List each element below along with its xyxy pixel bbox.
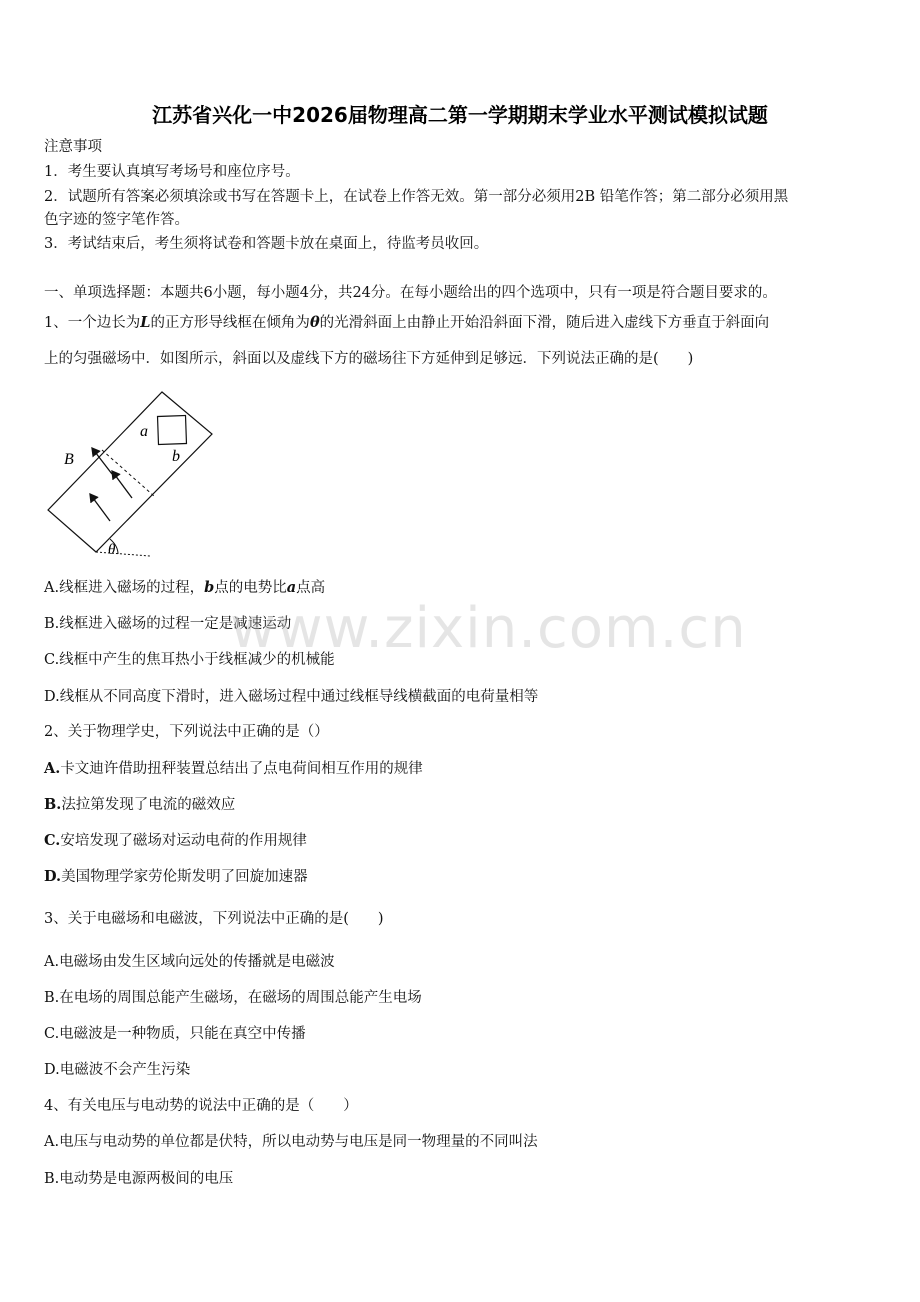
q1-option-a-text: 点高 — [296, 580, 326, 596]
field-arrow — [112, 471, 132, 498]
notice-item-3: 3．考试结束后，考生须将试卷和答题卡放在桌面上，待监考员收回。 — [44, 236, 489, 252]
option-letter: A. — [44, 760, 61, 777]
q3-option-d: D.电磁波不会产生污染 — [44, 1062, 191, 1078]
q3-stem: 3、关于电磁场和电磁波，下列说法中正确的是( ) — [44, 911, 384, 927]
watermark: www.zixin.com.cn — [230, 596, 747, 661]
notice-item-2-cont: 色字迹的签字笔作答。 — [44, 212, 189, 228]
square-loop — [158, 416, 187, 445]
section-heading: 一、单项选择题：本题共6小题，每小题4分，共24分。在每小题给出的四个选项中，只有一项是符合题目要求的。 — [44, 285, 777, 301]
incline-surface — [48, 392, 212, 552]
q1-stem-line2: 上的匀强磁场中．如图所示，斜面以及虚线下方的磁场往下方延伸到足够远．下列说法正确的是( ) — [44, 351, 694, 367]
option-text: 美国物理学家劳伦斯发明了回旋加速器 — [61, 869, 308, 885]
q2-option-b — [44, 795, 235, 815]
symbol-a: a — [286, 579, 297, 596]
symbol-L: L — [140, 314, 151, 331]
q4-option-b: B.电动势是电源两极间的电压 — [44, 1171, 234, 1187]
q1-option-d: D.线框从不同高度下滑时，进入磁场过程中通过线框导线横截面的电荷量相等 — [44, 689, 539, 705]
label-theta: θ — [108, 542, 116, 558]
q4-option-a: A.电压与电动势的单位都是伏特，所以电动势与电压是同一物理量的不同叫法 — [44, 1134, 538, 1150]
option-text: 安培发现了磁场对运动电荷的作用规律 — [60, 833, 307, 849]
q1-text: 的光滑斜面上由静止开始沿斜面下滑，随后进入虚线下方垂直于斜面向 — [319, 315, 770, 331]
q3-option-c: C.电磁波是一种物质，只能在真空中传播 — [44, 1026, 306, 1042]
symbol-theta: θ — [309, 314, 320, 331]
label-b: b — [172, 448, 180, 465]
boundary-dashed-line — [102, 450, 154, 496]
q1-option-a-text: 点的电势比 — [214, 580, 287, 596]
q1-text: 1、一个边长为 — [44, 315, 141, 331]
q1-option-a — [44, 578, 325, 598]
option-letter: B. — [44, 796, 62, 813]
field-arrow — [90, 494, 110, 521]
q1-option-c: C.线框中产生的焦耳热小于线框减少的机械能 — [44, 652, 335, 668]
q2-option-a — [44, 759, 423, 779]
incline-figure — [40, 386, 230, 564]
notice-item-2: 2．试题所有答案必须填涂或书写在答题卡上，在试卷上作答无效。第一部分必须用2B 铅笔作答；第二部分必须用黑 — [44, 189, 789, 205]
q1-stem-line1 — [44, 313, 769, 333]
symbol-b: b — [204, 579, 215, 596]
q2-option-d — [44, 867, 308, 887]
q1-text: 的正方形导线框在倾角为 — [150, 315, 310, 331]
q1-option-b: B.线框进入磁场的过程一定是减速运动 — [44, 616, 292, 632]
ground-line — [96, 552, 150, 556]
option-text: 卡文迪许借助扭秤装置总结出了点电荷间相互作用的规律 — [60, 761, 423, 777]
q3-option-b: B.在电场的周围总能产生磁场，在磁场的周围总能产生电场 — [44, 990, 422, 1006]
q3-option-a: A.电磁场由发生区域向远处的传播就是电磁波 — [44, 954, 335, 970]
page-title: 江苏省兴化一中2026届物理高二第一学期期末学业水平测试模拟试题 — [152, 103, 768, 127]
label-B: B — [64, 451, 74, 468]
option-text: 法拉第发现了电流的磁效应 — [61, 797, 236, 813]
notice-item-1: 1．考生要认真填写考场号和座位序号。 — [44, 164, 300, 180]
q2-option-c — [44, 831, 307, 851]
notice-heading: 注意事项 — [44, 139, 102, 155]
q4-stem: 4、有关电压与电动势的说法中正确的是（ ） — [44, 1098, 358, 1114]
option-letter: D. — [44, 868, 62, 885]
option-letter: C. — [44, 832, 61, 849]
label-a: a — [140, 423, 148, 440]
q2-stem: 2、关于物理学史，下列说法中正确的是（） — [44, 724, 329, 740]
q1-option-a-text: A.线框进入磁场的过程， — [44, 580, 205, 596]
